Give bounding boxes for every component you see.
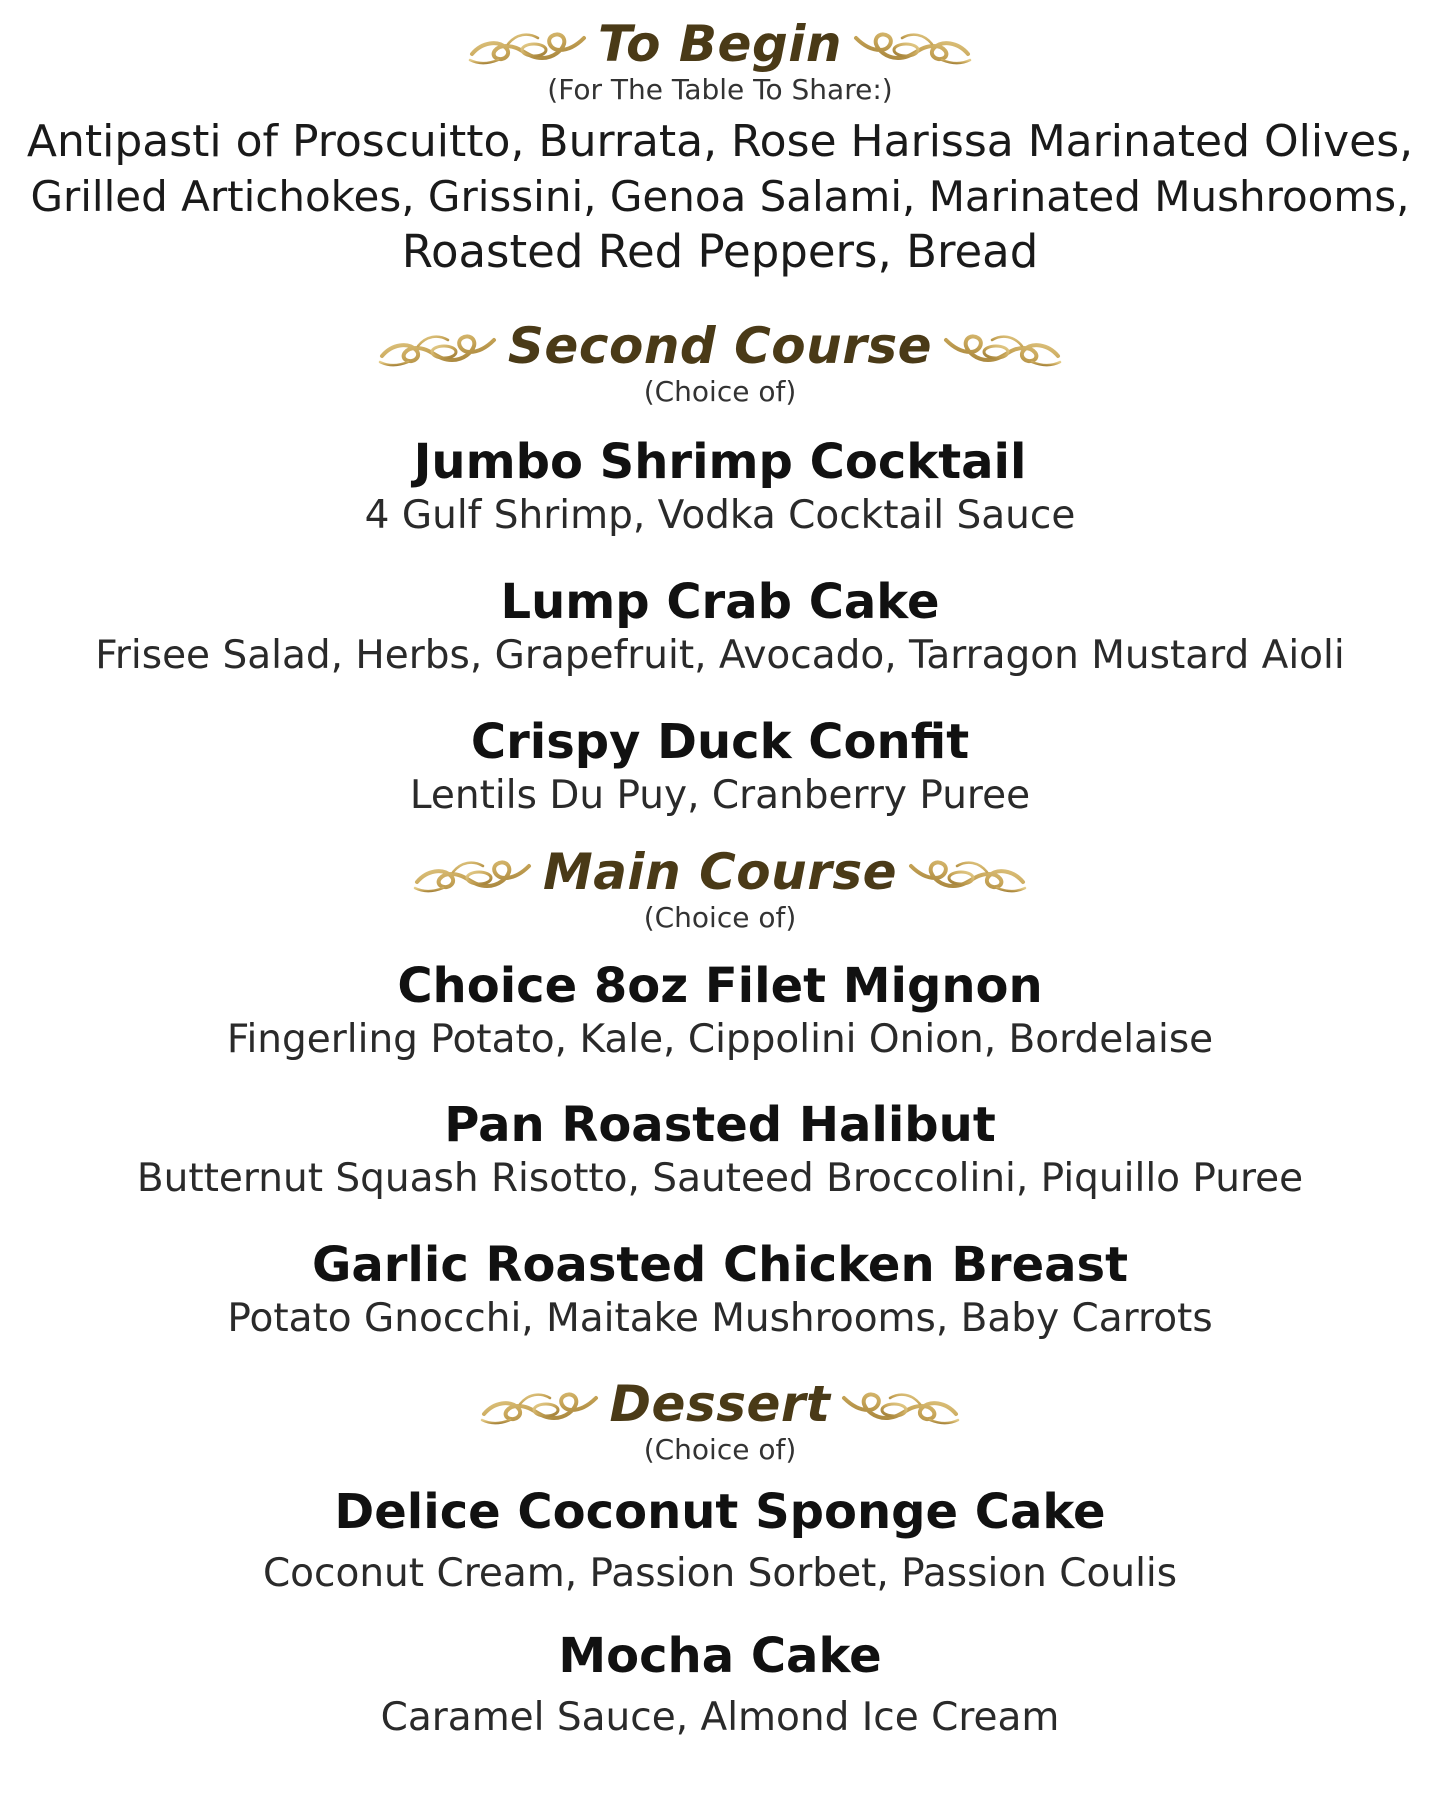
menu-item bbox=[0, 574, 1440, 682]
section-dessert bbox=[0, 1372, 1440, 1468]
section-main-course bbox=[0, 840, 1440, 936]
item-description: Caramel Sauce, Almond Ice Cream bbox=[380, 1695, 1060, 1740]
flourish-icon bbox=[468, 20, 588, 68]
menu-item bbox=[0, 714, 1440, 822]
menu-item bbox=[0, 434, 1440, 542]
section-title: To Begin bbox=[598, 15, 842, 73]
section-header bbox=[0, 840, 1440, 904]
menu-item bbox=[0, 958, 1440, 1066]
item-name: Crispy Duck Confit bbox=[470, 714, 970, 770]
menu-item bbox=[0, 1097, 1440, 1205]
section-header bbox=[0, 314, 1440, 378]
item-name: Mocha Cake bbox=[558, 1628, 882, 1684]
section-title: Dessert bbox=[609, 1375, 831, 1433]
item-description: Fingerling Potato, Kale, Cippolini Onion, Bordelaise bbox=[226, 1017, 1214, 1062]
item-description: Potato Gnocchi, Maitake Mushrooms, Baby Carrots bbox=[227, 1296, 1213, 1341]
item-description: 4 Gulf Shrimp, Vodka Cocktail Sauce bbox=[364, 493, 1076, 538]
section-second-course bbox=[0, 314, 1440, 410]
flourish-icon bbox=[852, 20, 972, 68]
section-header bbox=[0, 1372, 1440, 1436]
item-name: Choice 8oz Filet Mignon bbox=[397, 958, 1043, 1014]
item-name: Delice Coconut Sponge Cake bbox=[334, 1484, 1106, 1540]
flourish-icon bbox=[907, 848, 1027, 896]
flourish-icon bbox=[378, 322, 498, 370]
section-note: (Choice of) bbox=[643, 901, 797, 934]
menu-item bbox=[0, 1237, 1440, 1345]
item-description: Lentils Du Puy, Cranberry Puree bbox=[409, 773, 1031, 818]
menu-item bbox=[0, 1628, 1440, 1744]
item-description: Frisee Salad, Herbs, Grapefruit, Avocado, Tarragon Mustard Aioli bbox=[95, 633, 1345, 678]
flourish-icon bbox=[840, 1380, 960, 1428]
intro-line: Antipasti of Proscuitto, Burrata, Rose Harissa Marinated Olives, bbox=[26, 116, 1414, 167]
section-header bbox=[0, 12, 1440, 76]
item-description: Butternut Squash Risotto, Sauteed Broccolini, Piquillo Puree bbox=[136, 1156, 1304, 1201]
item-name: Lump Crab Cake bbox=[500, 574, 940, 630]
section-title: Second Course bbox=[507, 317, 933, 375]
item-name: Jumbo Shrimp Cocktail bbox=[413, 434, 1027, 490]
item-description: Coconut Cream, Passion Sorbet, Passion Coulis bbox=[262, 1551, 1178, 1596]
section-note: (Choice of) bbox=[643, 375, 797, 408]
item-name: Garlic Roasted Chicken Breast bbox=[311, 1237, 1129, 1293]
flourish-icon bbox=[480, 1380, 600, 1428]
menu-item bbox=[0, 1484, 1440, 1600]
section-title: Main Course bbox=[542, 843, 898, 901]
flourish-icon bbox=[413, 848, 533, 896]
section-to-begin bbox=[0, 12, 1440, 279]
section-note: (Choice of) bbox=[643, 1433, 797, 1466]
section-note: (For The Table To Share:) bbox=[547, 73, 893, 106]
item-name: Pan Roasted Halibut bbox=[444, 1097, 996, 1153]
intro-line: Grilled Artichokes, Grissini, Genoa Salami, Marinated Mushrooms, bbox=[30, 172, 1410, 221]
flourish-icon bbox=[942, 322, 1062, 370]
intro-line: Roasted Red Peppers, Bread bbox=[401, 225, 1039, 278]
